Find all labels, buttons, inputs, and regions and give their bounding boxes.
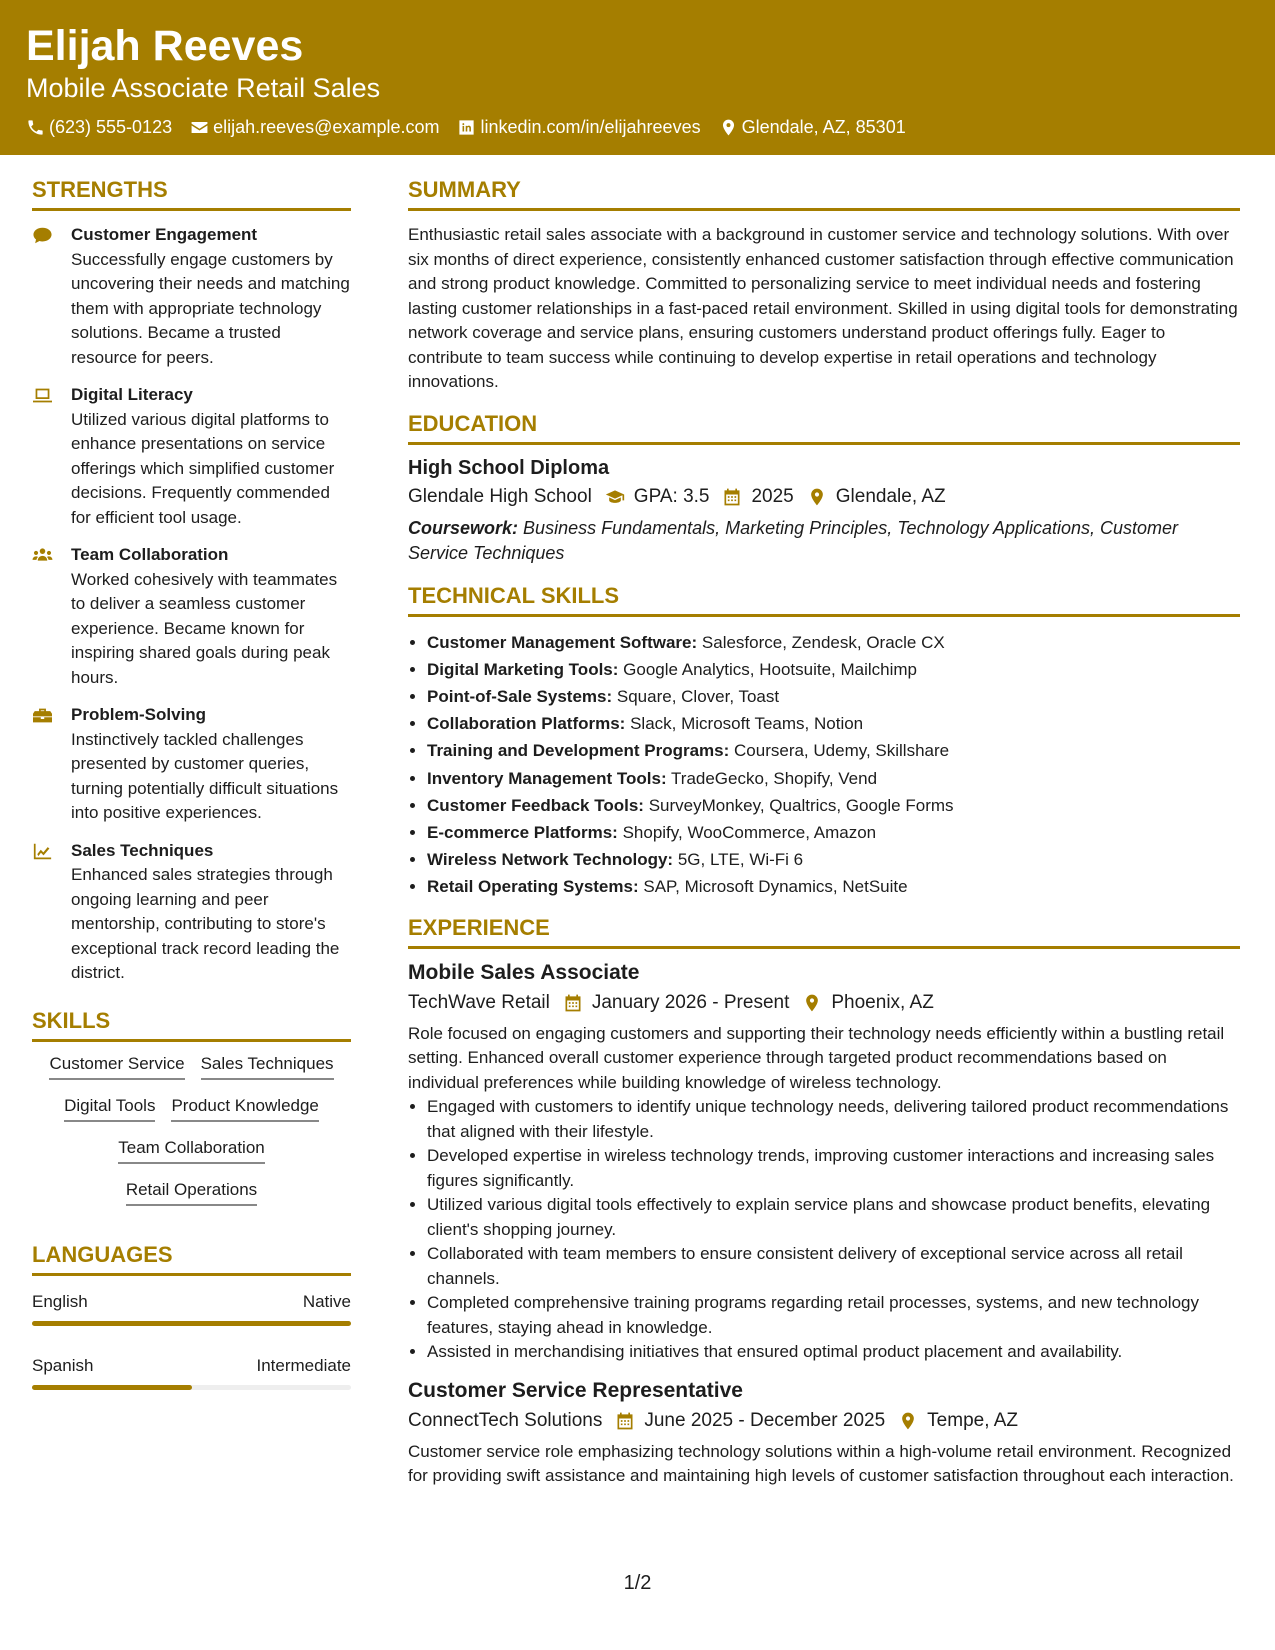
calendar-icon [563, 993, 583, 1013]
strength-heading: Problem-Solving [71, 705, 207, 724]
candidate-title: Mobile Associate Retail Sales [26, 73, 381, 103]
strengths-heading: STRENGTHS [32, 177, 351, 211]
coursework-label: Coursework: [408, 517, 519, 538]
list-item: • Developed expertise in wireless technology trends, improving customer interactions and increasing sales figures significantly. [427, 1144, 1240, 1193]
job-location: Phoenix, AZ [831, 991, 934, 1013]
page-number: 1/2 [623, 1572, 652, 1594]
laptop-icon [32, 386, 53, 405]
chart-line-icon [32, 842, 53, 861]
chat-bubble-icon [32, 226, 53, 245]
location-text: Glendale, AZ, 85301 [741, 117, 906, 137]
language-item [32, 1356, 351, 1390]
calendar-icon [722, 487, 742, 507]
job-entry [408, 1379, 1240, 1489]
language-name: English [32, 1291, 88, 1311]
degree-title: High School Diploma [408, 456, 610, 479]
proficiency-fill [32, 1385, 192, 1390]
education-heading: EDUCATION [408, 411, 1240, 445]
strength-heading: Team Collaboration [71, 545, 229, 564]
email-text: elijah.reeves@example.com [213, 117, 440, 137]
contact-email[interactable] [190, 117, 439, 138]
strength-text: Enhanced sales strategies through ongoing learning and peer mentorship, contributing to store's exceptional track record leading the district. [71, 865, 340, 982]
map-pin-icon [807, 487, 827, 507]
company-name: TechWave Retail [408, 991, 550, 1013]
skill-tag: Team Collaboration [118, 1138, 264, 1164]
school-location: Glendale, AZ [835, 485, 946, 507]
list-item: • Retail Operating Systems: SAP, Microsoft Dynamics, NetSuite [427, 873, 1240, 900]
job-title: Mobile Sales Associate [408, 960, 640, 984]
list-item: • Assisted in merchandising initiatives that ensured optimal product placement and availability. [427, 1340, 1240, 1365]
strength-heading: Customer Engagement [71, 225, 258, 244]
language-level: Native [302, 1291, 351, 1311]
list-item: • Customer Management Software: Salesforce, Zendesk, Oracle CX [427, 629, 1240, 656]
job-meta [408, 992, 1240, 1014]
proficiency-fill [32, 1321, 351, 1326]
left-column [32, 177, 351, 1408]
experience-heading: EXPERIENCE [408, 915, 1240, 949]
job-bullets [408, 1095, 1240, 1365]
job-meta [408, 1410, 1240, 1432]
phone-text: (623) 555-0123 [49, 117, 173, 137]
school-name: Glendale High School [408, 485, 592, 507]
education-meta [408, 486, 1240, 508]
strength-item [32, 703, 351, 826]
languages-heading: LANGUAGES [32, 1242, 351, 1276]
right-column [408, 177, 1240, 1489]
contact-location [719, 117, 906, 138]
gpa-text: GPA: 3.5 [633, 485, 710, 507]
list-item: • Engaged with customers to identify unique technology needs, delivering tailored product recommendations that aligned with their lifestyle. [427, 1095, 1240, 1144]
contact-linkedin[interactable] [457, 117, 700, 138]
list-item: • Collaboration Platforms: Slack, Microsoft Teams, Notion [427, 710, 1240, 737]
job-description: Role focused on engaging customers and supporting their technology needs efficiently within a bustling retail setting. Enhanced overall customer experience through targeted product recommendations based on individual preferences while building knowledge of wireless technology. [408, 1023, 1225, 1092]
strength-item [32, 543, 351, 690]
skills-list [32, 1054, 351, 1206]
job-entry [408, 961, 1240, 1365]
job-dates: January 2026 - Present [591, 991, 790, 1013]
phone-icon [26, 118, 45, 137]
skill-tag: Digital Tools [64, 1096, 155, 1122]
coursework-list: Business Fundamentals, Marketing Principles, Technology Applications, Customer Service Techniques [408, 517, 1179, 563]
list-item: • E-commerce Platforms: Shopify, WooCommerce, Amazon [427, 819, 1240, 846]
map-pin-icon [802, 993, 822, 1013]
contact-phone[interactable] [26, 117, 172, 138]
strength-text: Instinctively tackled challenges presented by customer queries, turning potentially difficult situations into positive experiences. [71, 729, 339, 822]
graduation-cap-icon [605, 487, 625, 507]
map-pin-icon [719, 118, 738, 137]
skill-tag: Retail Operations [126, 1180, 257, 1206]
summary-heading: SUMMARY [408, 177, 1240, 211]
proficiency-bar [32, 1321, 351, 1326]
calendar-icon [615, 1411, 635, 1431]
graduation-year: 2025 [751, 485, 794, 507]
skills-heading: SKILLS [32, 1008, 351, 1042]
skill-tag: Product Knowledge [171, 1096, 318, 1122]
map-pin-icon [898, 1411, 918, 1431]
strength-text: Worked cohesively with teammates to deliver a seamless customer experience. Became known for inspiring shared goals during peak hours. [71, 569, 338, 687]
strength-text: Utilized various digital platforms to enhance presentations on service offerings which simplified customer decisions. Frequently commended for efficient tool usage. [71, 409, 335, 527]
proficiency-bar [32, 1385, 351, 1390]
language-level: Intermediate [256, 1355, 351, 1375]
strength-item [32, 383, 351, 530]
technical-skills-list [408, 629, 1240, 901]
linkedin-text: linkedin.com/in/elijahreeves [480, 117, 701, 137]
skill-tag: Customer Service [49, 1054, 184, 1080]
job-location: Tempe, AZ [927, 1409, 1018, 1431]
list-item: • Customer Feedback Tools: SurveyMonkey, Qualtrics, Google Forms [427, 792, 1240, 819]
resume-header [0, 0, 1275, 155]
list-item: • Completed comprehensive training programs regarding retail processes, systems, and new technology features, staying ahead in knowledge. [427, 1291, 1240, 1340]
language-name: Spanish [32, 1355, 94, 1375]
job-dates: June 2025 - December 2025 [644, 1409, 886, 1431]
strength-item [32, 839, 351, 986]
list-item: • Digital Marketing Tools: Google Analytics, Hootsuite, Mailchimp [427, 656, 1240, 683]
company-name: ConnectTech Solutions [408, 1409, 603, 1431]
toolbox-icon [32, 706, 53, 725]
users-icon [32, 546, 53, 565]
list-item: • Point-of-Sale Systems: Square, Clover, Toast [427, 683, 1240, 710]
list-item: • Wireless Network Technology: 5G, LTE, Wi-Fi 6 [427, 846, 1240, 873]
candidate-name: Elijah Reeves [26, 22, 304, 70]
strength-item [32, 223, 351, 370]
job-title: Customer Service Representative [408, 1378, 743, 1402]
list-item: • Training and Development Programs: Coursera, Udemy, Skillshare [427, 737, 1240, 764]
job-description: Customer service role emphasizing technology solutions within a high-volume retail environment. Recognized for providing swift assistance and maintaining high levels of customer satisfaction throughout each interaction. [408, 1441, 1234, 1486]
list-item: • Utilized various digital tools effectively to explain service plans and showcase product benefits, elevating client's shopping journey. [427, 1193, 1240, 1242]
skill-tag: Sales Techniques [201, 1054, 334, 1080]
strength-heading: Digital Literacy [71, 385, 193, 404]
contact-bar [26, 117, 906, 138]
linkedin-icon [457, 118, 476, 137]
coursework [408, 516, 1240, 566]
list-item: • Inventory Management Tools: TradeGecko, Shopify, Vend [427, 765, 1240, 792]
list-item: • Collaborated with team members to ensure consistent delivery of exceptional service across all retail channels. [427, 1242, 1240, 1291]
strength-text: Successfully engage customers by uncovering their needs and matching them with appropriate technology solutions. Became a trusted resource for peers. [71, 249, 350, 367]
strength-heading: Sales Techniques [71, 840, 214, 860]
summary-text: Enthusiastic retail sales associate with a background in customer service and technology solutions. With over six months of direct experience, consistently enhanced customer satisfaction through effective communication and strong product knowledge. Committed to personalizing service to meet individual needs and fostering lasting customer relationships in a fast-paced retail environment. Skilled in using digital tools for demonstrating network coverage and service plans, ensuring customers understand product offerings fully. Eager to contribute to team success while continuing to develop expertise in retail operations and technology innovations. [408, 225, 1238, 391]
language-item [32, 1292, 351, 1326]
technical-skills-heading: TECHNICAL SKILLS [408, 583, 1240, 617]
envelope-icon [190, 118, 209, 137]
